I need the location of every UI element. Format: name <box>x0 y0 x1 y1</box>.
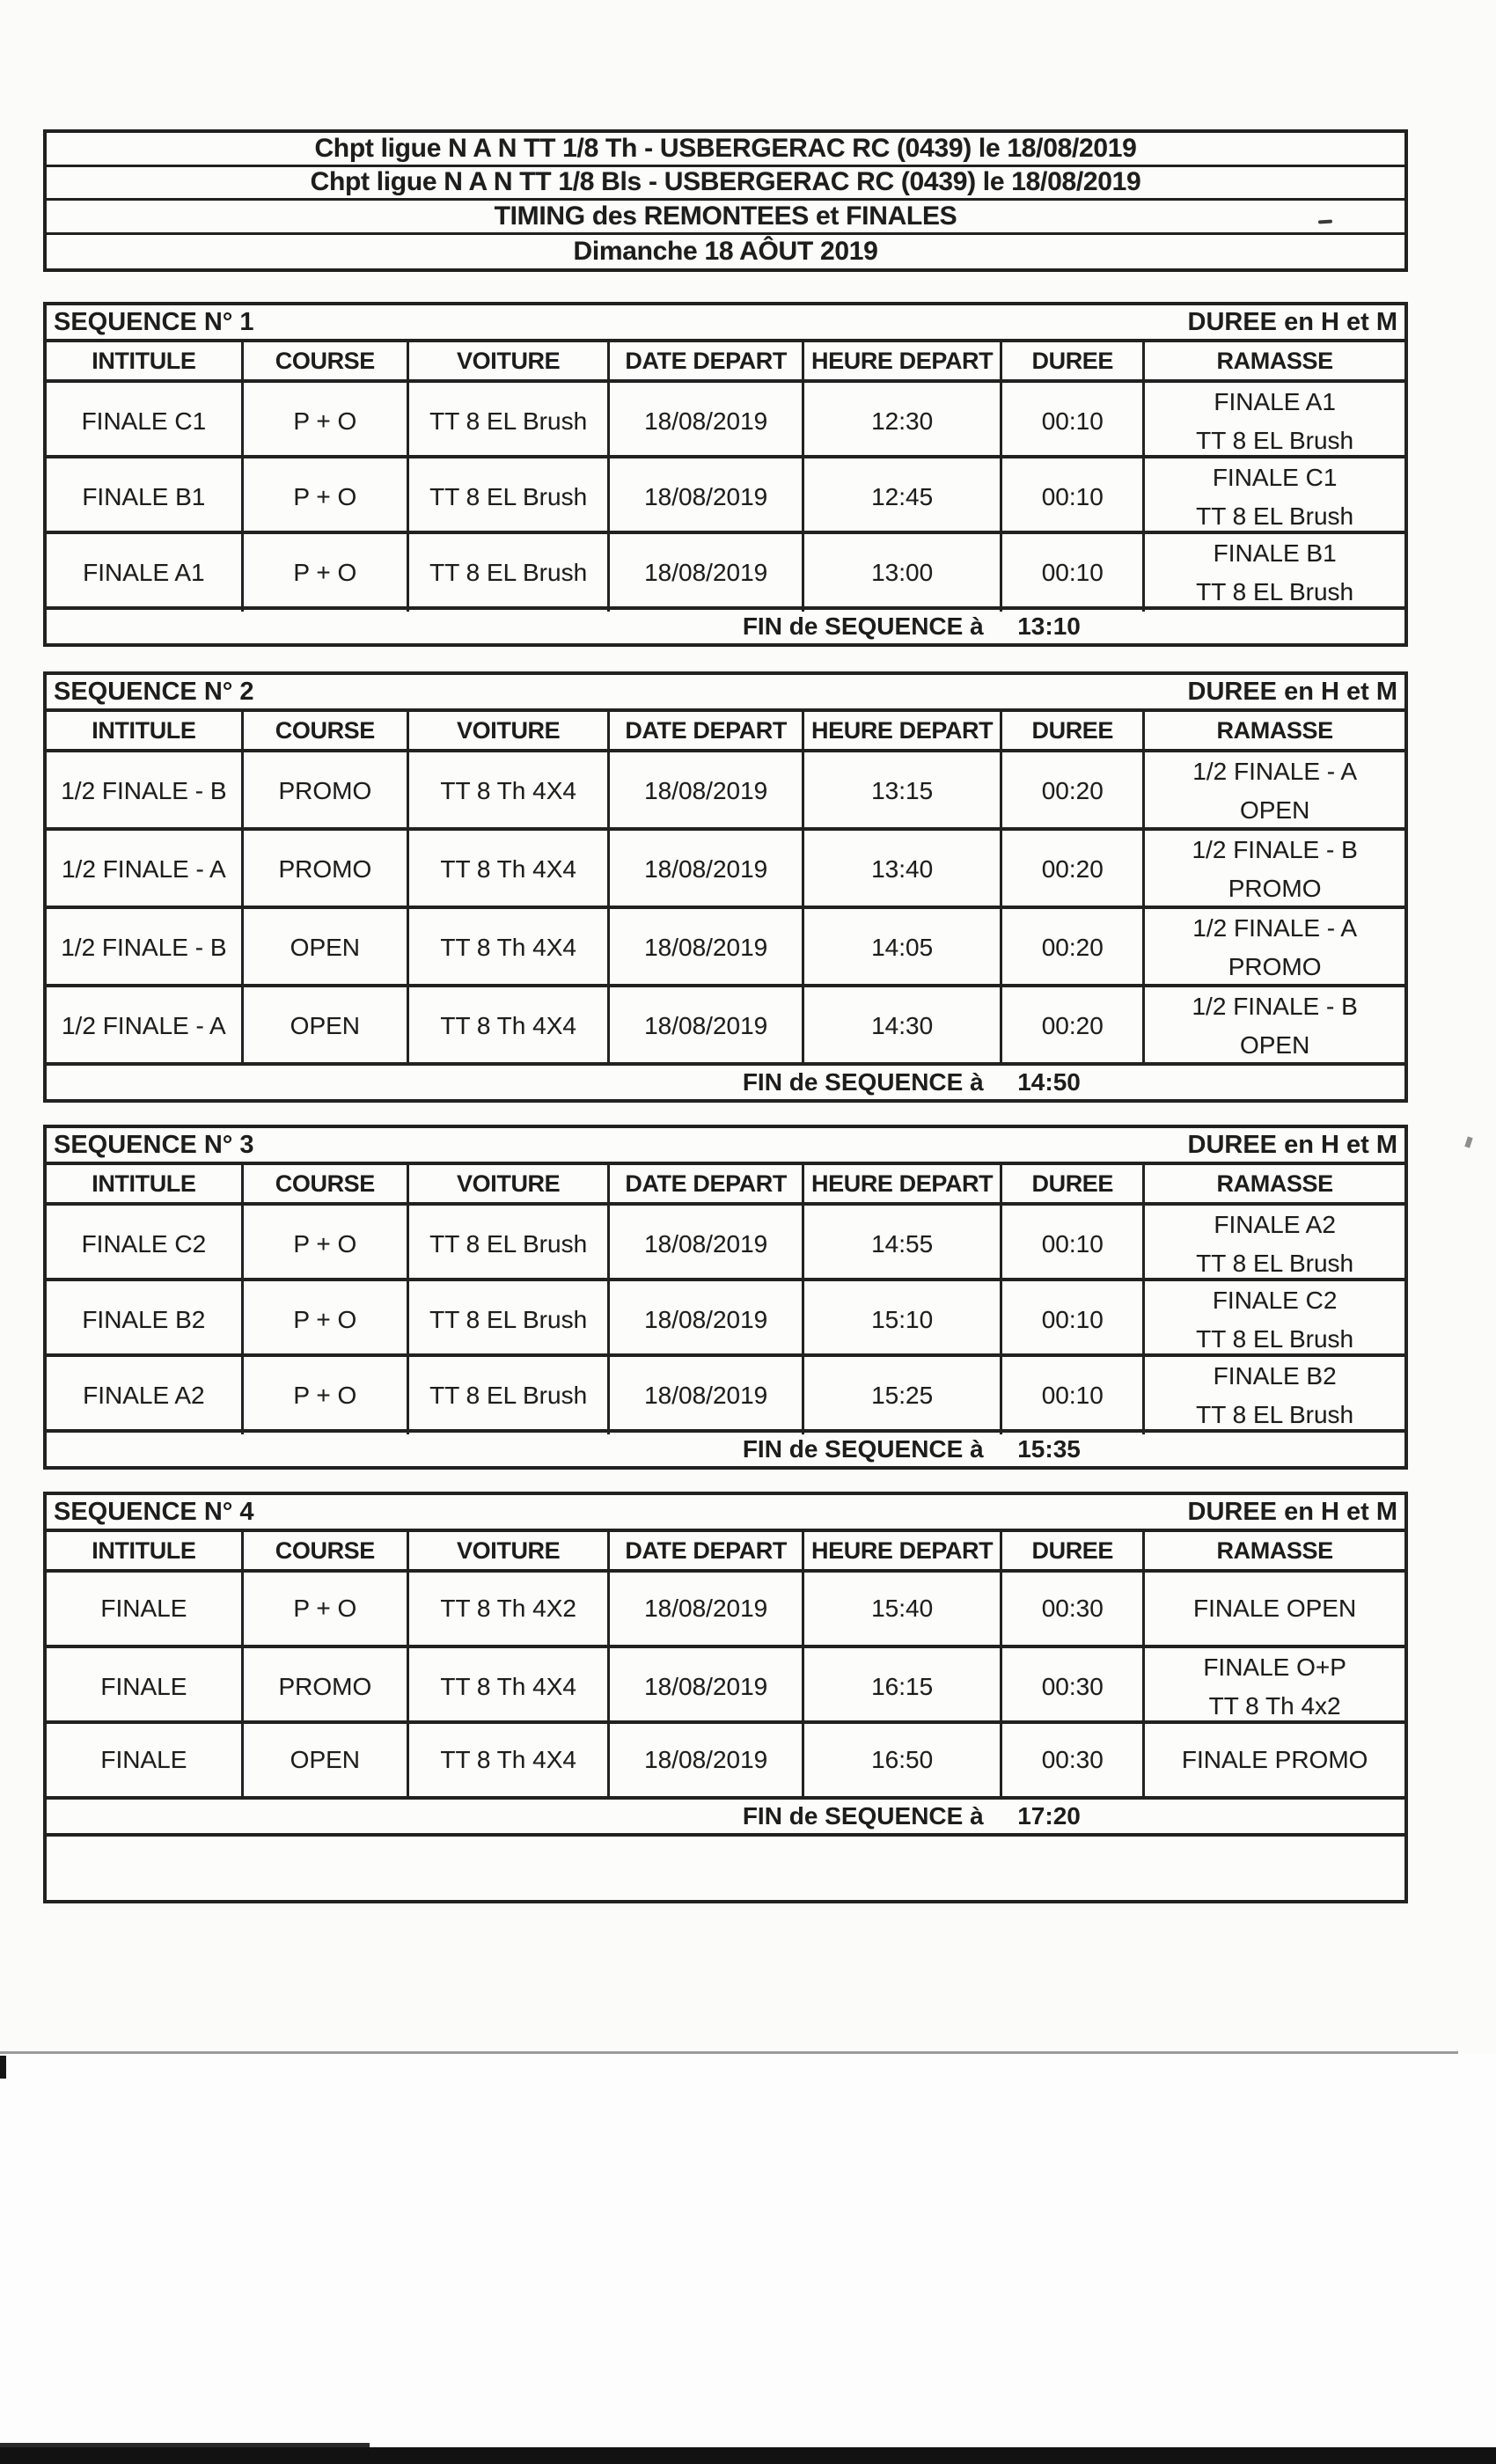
cell-heure-depart: 14:05 <box>804 909 1002 986</box>
cell-ramasse <box>1145 752 1404 830</box>
duration-note: DUREE en H et M <box>1187 677 1397 706</box>
ramasse-line: TT 8 EL Brush <box>1196 1401 1354 1428</box>
sequence-title: SEQUENCE N° 1 <box>54 307 254 336</box>
column-header: INTITULE <box>47 1165 244 1202</box>
cell-heure-depart: 12:45 <box>804 458 1002 536</box>
cell-heure-depart: 14:30 <box>804 987 1002 1065</box>
ramasse-line: TT 8 Th 4x2 <box>1208 1692 1341 1720</box>
cell-voiture: TT 8 Th 4X4 <box>409 1648 610 1726</box>
column-header: HEURE DEPART <box>804 1532 1002 1569</box>
cell-date-depart: 18/08/2019 <box>610 987 804 1065</box>
ramasse-line: PROMO <box>1228 953 1322 980</box>
scan-background <box>0 2053 1496 2464</box>
cell-ramasse <box>1145 383 1404 460</box>
cell-ramasse <box>1145 1357 1404 1434</box>
table-row <box>47 1648 1404 1724</box>
sequence-end-time: 13:10 <box>1017 612 1081 640</box>
cell-course: P + O <box>244 1573 409 1645</box>
cell-voiture: TT 8 Th 4X4 <box>409 987 610 1065</box>
table-body <box>47 383 1404 610</box>
column-header: DUREE <box>1002 712 1145 749</box>
column-header: RAMASSE <box>1216 1170 1333 1197</box>
table-row <box>47 1357 1404 1433</box>
cell-course: OPEN <box>244 1724 409 1796</box>
cell-course: P + O <box>244 534 409 612</box>
table-row <box>47 1281 1404 1357</box>
sequence-end-row <box>47 1800 1404 1833</box>
cell-duree: 00:10 <box>1002 534 1145 612</box>
cell-intitule: 1/2 FINALE - B <box>47 752 244 830</box>
duration-note: DUREE en H et M <box>1187 307 1397 336</box>
scan-edge-tick <box>0 2056 6 2079</box>
cell-intitule: FINALE C2 <box>47 1206 244 1283</box>
cell-duree: 00:30 <box>1002 1573 1145 1645</box>
cell-voiture: TT 8 EL Brush <box>409 1281 610 1359</box>
cell-heure-depart: 13:40 <box>804 831 1002 908</box>
column-header: DATE DEPART <box>610 1532 804 1569</box>
table-row <box>47 1724 1404 1800</box>
cell-intitule: FINALE B1 <box>47 458 244 536</box>
sequence-end-time: 15:35 <box>1017 1435 1081 1463</box>
cell-heure-depart: 14:55 <box>804 1206 1002 1283</box>
sequence-title-row <box>47 1495 1404 1532</box>
cell-date-depart: 18/08/2019 <box>610 1648 804 1726</box>
cell-duree: 00:30 <box>1002 1648 1145 1726</box>
cell-course: PROMO <box>244 1648 409 1726</box>
cell-date-depart: 18/08/2019 <box>610 1281 804 1359</box>
cell-intitule: FINALE <box>47 1648 244 1726</box>
cell-intitule: FINALE A2 <box>47 1357 244 1434</box>
column-header: VOITURE <box>409 1532 610 1569</box>
cell-ramasse <box>1145 1573 1404 1645</box>
cell-heure-depart: 15:25 <box>804 1357 1002 1434</box>
cell-heure-depart: 16:15 <box>804 1648 1002 1726</box>
ramasse-line: 1/2 FINALE - B <box>1192 993 1358 1020</box>
cell-ramasse <box>1145 909 1404 986</box>
table-row <box>47 383 1404 458</box>
ramasse-line: FINALE B2 <box>1213 1362 1337 1390</box>
column-header: RAMASSE <box>1216 347 1333 374</box>
sequence-title: SEQUENCE N° 3 <box>54 1130 254 1159</box>
table-body <box>47 1206 1404 1433</box>
table-row <box>47 987 1404 1066</box>
cell-duree: 00:20 <box>1002 909 1145 986</box>
ramasse-line: TT 8 EL Brush <box>1196 1325 1354 1353</box>
sequence-end-time: 14:50 <box>1017 1068 1081 1096</box>
cell-ramasse <box>1145 1648 1404 1726</box>
title-line-date: Dimanche 18 AÔUT 2019 <box>573 236 878 266</box>
duration-note: DUREE en H et M <box>1187 1497 1397 1526</box>
cell-date-depart: 18/08/2019 <box>610 1724 804 1796</box>
column-header: DATE DEPART <box>610 342 804 379</box>
ramasse-line: TT 8 EL Brush <box>1196 502 1354 530</box>
table-row <box>47 458 1404 534</box>
column-header: COURSE <box>244 1532 409 1569</box>
cell-course: PROMO <box>244 752 409 830</box>
cell-ramasse <box>1145 987 1404 1065</box>
cell-date-depart: 18/08/2019 <box>610 1357 804 1434</box>
sequence-table <box>43 671 1408 1103</box>
cell-duree: 00:20 <box>1002 752 1145 830</box>
cell-course: OPEN <box>244 987 409 1065</box>
sequence-title: SEQUENCE N° 2 <box>54 677 254 706</box>
ramasse-line: FINALE C2 <box>1212 1287 1338 1314</box>
ramasse-line: 1/2 FINALE - A <box>1192 914 1358 942</box>
ramasse-line: FINALE B1 <box>1213 539 1337 567</box>
table-header-row <box>47 342 1404 383</box>
cell-duree: 00:10 <box>1002 458 1145 536</box>
cell-intitule: 1/2 FINALE - A <box>47 987 244 1065</box>
sequence-end-row <box>47 1433 1404 1466</box>
ramasse-line: PROMO <box>1228 875 1322 902</box>
cell-ramasse <box>1145 1281 1404 1359</box>
cell-course: P + O <box>244 1357 409 1434</box>
sequence-title-row <box>47 675 1404 712</box>
cell-date-depart: 18/08/2019 <box>610 1573 804 1645</box>
cell-date-depart: 18/08/2019 <box>610 534 804 612</box>
scanner-bar <box>0 2447 1496 2464</box>
page-edge-line <box>0 2051 1458 2054</box>
title-line-timing: TIMING des REMONTEES et FINALES <box>47 201 1404 235</box>
column-header: COURSE <box>244 342 409 379</box>
cell-intitule: 1/2 FINALE - B <box>47 909 244 986</box>
document-title-block <box>43 129 1408 272</box>
column-header: RAMASSE <box>1216 716 1333 744</box>
cell-course: P + O <box>244 383 409 460</box>
cell-ramasse <box>1145 831 1404 908</box>
cell-duree: 00:20 <box>1002 831 1145 908</box>
cell-intitule: FINALE <box>47 1724 244 1796</box>
cell-ramasse <box>1145 1206 1404 1283</box>
cell-duree: 00:10 <box>1002 1281 1145 1359</box>
table-row <box>47 831 1404 909</box>
cell-course: P + O <box>244 1281 409 1359</box>
table-row <box>47 909 1404 987</box>
cell-intitule: FINALE A1 <box>47 534 244 612</box>
cell-date-depart: 18/08/2019 <box>610 752 804 830</box>
cell-intitule: FINALE B2 <box>47 1281 244 1359</box>
column-header: DUREE <box>1002 342 1145 379</box>
sequence-end-label: FIN de SEQUENCE à <box>742 1435 984 1463</box>
cell-heure-depart: 13:00 <box>804 534 1002 612</box>
cell-heure-depart: 15:40 <box>804 1573 1002 1645</box>
title-line-championship-th: Chpt ligue N A N TT 1/8 Th - USBERGERAC RC (0439) le 18/08/2019 <box>47 133 1404 167</box>
ramasse-line: FINALE OPEN <box>1193 1595 1357 1622</box>
ramasse-line: TT 8 EL Brush <box>1196 1250 1354 1277</box>
sequence-end-row <box>47 1066 1404 1099</box>
table-row <box>47 1206 1404 1281</box>
cell-voiture: TT 8 EL Brush <box>409 534 610 612</box>
column-header: DATE DEPART <box>610 1165 804 1202</box>
cell-duree: 00:20 <box>1002 987 1145 1065</box>
table-header-row <box>47 712 1404 752</box>
sequence-end-label: FIN de SEQUENCE à <box>742 1802 984 1830</box>
cell-voiture: TT 8 Th 4X4 <box>409 752 610 830</box>
cell-voiture: TT 8 EL Brush <box>409 383 610 460</box>
ramasse-line: OPEN <box>1239 796 1310 824</box>
column-header: INTITULE <box>47 342 244 379</box>
column-header: INTITULE <box>47 712 244 749</box>
cell-date-depart: 18/08/2019 <box>610 458 804 536</box>
column-header: DATE DEPART <box>610 712 804 749</box>
cell-ramasse <box>1145 458 1404 536</box>
cell-course: P + O <box>244 458 409 536</box>
ramasse-line: FINALE C1 <box>1212 464 1338 491</box>
cell-duree: 00:10 <box>1002 1357 1145 1434</box>
sequence-end-label: FIN de SEQUENCE à <box>742 1068 984 1096</box>
cell-heure-depart: 16:50 <box>804 1724 1002 1796</box>
duration-note: DUREE en H et M <box>1187 1130 1397 1159</box>
cell-voiture: TT 8 EL Brush <box>409 1206 610 1283</box>
cell-duree: 00:10 <box>1002 1206 1145 1283</box>
cell-intitule: FINALE C1 <box>47 383 244 460</box>
sequence-end-row <box>47 610 1404 643</box>
cell-heure-depart: 13:15 <box>804 752 1002 830</box>
ramasse-line: FINALE O+P <box>1203 1654 1346 1681</box>
table-header-row <box>47 1532 1404 1573</box>
column-header: COURSE <box>244 1165 409 1202</box>
column-header: VOITURE <box>409 342 610 379</box>
cell-date-depart: 18/08/2019 <box>610 383 804 460</box>
cell-intitule: 1/2 FINALE - A <box>47 831 244 908</box>
column-header: HEURE DEPART <box>804 712 1002 749</box>
cell-duree: 00:10 <box>1002 383 1145 460</box>
sequence-title: SEQUENCE N° 4 <box>54 1497 254 1526</box>
table-body <box>47 752 1404 1066</box>
cell-voiture: TT 8 Th 4X4 <box>409 909 610 986</box>
cell-ramasse <box>1145 534 1404 612</box>
ramasse-line: OPEN <box>1239 1031 1310 1059</box>
column-header: VOITURE <box>409 712 610 749</box>
cell-date-depart: 18/08/2019 <box>610 831 804 908</box>
column-header: HEURE DEPART <box>804 1165 1002 1202</box>
cell-course: P + O <box>244 1206 409 1283</box>
table-row <box>47 1573 1404 1648</box>
cell-voiture: TT 8 Th 4X4 <box>409 831 610 908</box>
ramasse-line: 1/2 FINALE - A <box>1192 758 1358 785</box>
cell-voiture: TT 8 EL Brush <box>409 1357 610 1434</box>
sequence-title-row <box>47 305 1404 342</box>
column-header: DUREE <box>1002 1165 1145 1202</box>
cell-heure-depart: 12:30 <box>804 383 1002 460</box>
empty-row <box>47 1833 1404 1900</box>
cell-date-depart: 18/08/2019 <box>610 1206 804 1283</box>
cell-heure-depart: 15:10 <box>804 1281 1002 1359</box>
ramasse-line: FINALE PROMO <box>1181 1746 1368 1773</box>
cell-voiture: TT 8 Th 4X2 <box>409 1573 610 1645</box>
sequence-title-row <box>47 1128 1404 1165</box>
cell-voiture: TT 8 EL Brush <box>409 458 610 536</box>
sequence-end-time: 17:20 <box>1017 1802 1081 1830</box>
column-header: RAMASSE <box>1216 1536 1333 1564</box>
sequence-table <box>43 302 1408 647</box>
sequence-table <box>43 1125 1408 1470</box>
table-row <box>47 534 1404 610</box>
ramasse-line: 1/2 FINALE - B <box>1192 836 1358 863</box>
cell-date-depart: 18/08/2019 <box>610 909 804 986</box>
column-header: INTITULE <box>47 1532 244 1569</box>
cell-course: OPEN <box>244 909 409 986</box>
sequence-table <box>43 1492 1408 1903</box>
table-row <box>47 752 1404 831</box>
ramasse-line: TT 8 EL Brush <box>1196 578 1354 605</box>
column-header: VOITURE <box>409 1165 610 1202</box>
sequence-end-label: FIN de SEQUENCE à <box>742 612 984 640</box>
column-header: DUREE <box>1002 1532 1145 1569</box>
title-line-championship-bls: Chpt ligue N A N TT 1/8 Bls - USBERGERAC RC (0439) le 18/08/2019 <box>47 167 1404 202</box>
column-header: COURSE <box>244 712 409 749</box>
cell-voiture: TT 8 Th 4X4 <box>409 1724 610 1796</box>
ramasse-line: TT 8 EL Brush <box>1196 427 1354 454</box>
table-body <box>47 1573 1404 1800</box>
cell-ramasse <box>1145 1724 1404 1796</box>
cell-duree: 00:30 <box>1002 1724 1145 1796</box>
cell-course: PROMO <box>244 831 409 908</box>
cell-intitule: FINALE <box>47 1573 244 1645</box>
column-header: HEURE DEPART <box>804 342 1002 379</box>
ramasse-line: FINALE A1 <box>1214 388 1336 415</box>
table-header-row <box>47 1165 1404 1206</box>
ramasse-line: FINALE A2 <box>1214 1211 1336 1238</box>
